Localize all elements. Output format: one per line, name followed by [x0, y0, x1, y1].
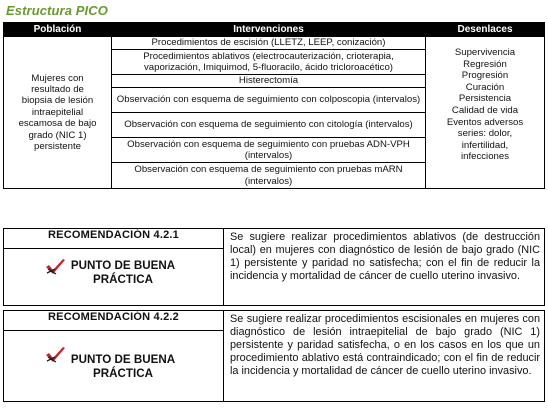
pico-header-row — [4, 23, 545, 37]
population-cell — [4, 37, 112, 189]
pico-row — [4, 37, 545, 50]
recommendation-id: RECOMENDACIÓN 4.2.1 — [4, 229, 224, 249]
outcomes-cell — [426, 37, 545, 189]
good-practice-cell — [4, 249, 224, 306]
recommendation-table-1 — [3, 228, 545, 306]
header-interventions: Intervenciones — [112, 23, 426, 37]
pico-table — [3, 22, 545, 189]
good-practice-label: PUNTO DE BUENA PRÁCTICA — [70, 353, 176, 380]
intervention-cell: Histerectomía — [112, 75, 426, 88]
intervention-cell: Procedimientos ablativos (electrocauterización, crioterapia, vaporización, Imiquimod, 5-fluoracilo, ácido tricloroacético) — [112, 50, 426, 75]
intervention-cell: Observación con esquema de seguimiento con pruebas ADN-VPH (intervalos) — [112, 138, 426, 163]
outcomes-text: Supervivencia Regresión Progresión Curación Persistencia Calidad de vida Eventos adversos series: dolor, infertilidad, infecciones — [446, 47, 524, 163]
section-title: Estructura PICO — [6, 3, 108, 18]
intervention-cell: Observación con esquema de seguimiento con citología (intervalos) — [112, 113, 426, 138]
recommendation-id: RECOMENDACIÓN 4.2.2 — [4, 311, 224, 331]
recommendation-table-2 — [3, 310, 545, 402]
recommendation-text: Se sugiere realizar procedimientos ablativos (de destrucción local) en mujeres con diagnóstico de lesión de bajo grado (NIC 1) persistente y paridad no satisfecha; con el fin de reducir la incidencia y mortalidad de cáncer de cuello uterino invasivo. — [224, 229, 545, 306]
intervention-cell: Observación con esquema de seguimiento con colposcopia (intervalos) — [112, 88, 426, 113]
intervention-cell: Procedimientos de escisión (LLETZ, LEEP, conización) — [112, 37, 426, 50]
good-practice-label: PUNTO DE BUENA PRÁCTICA — [70, 259, 176, 286]
header-outcomes: Desenlaces — [426, 23, 545, 37]
recommendation-text: Se sugiere realizar procedimientos escisionales en mujeres con diagnóstico de lesión intraepitelial de bajo grado (NIC 1) persistente y paridad satisfecha, o en los casos en los que un procedimiento ablativo está contraindicado; con el fin de reducir la incidencia y mortalidad de cáncer de cuello uterino invasivo. — [224, 311, 545, 402]
intervention-cell: Observación con esquema de seguimiento con pruebas mARN (intervalos) — [112, 163, 426, 189]
good-practice-cell — [4, 331, 224, 402]
header-population: Población — [4, 23, 112, 37]
population-text: Mujeres con resultado de biopsia de lesión intraepitelial escamosa de bajo grado (NIC 1) persistente — [18, 72, 97, 153]
